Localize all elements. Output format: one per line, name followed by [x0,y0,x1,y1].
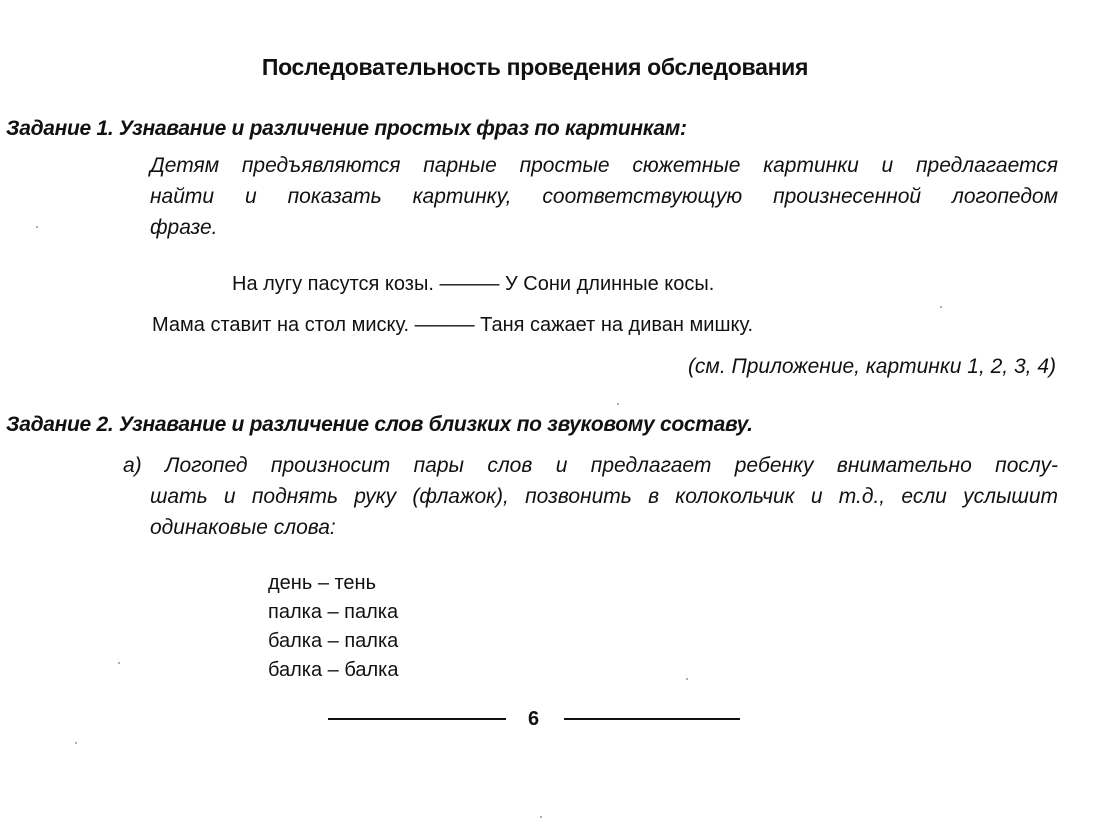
task2-description-line: шать и поднять руку (флажок), позвонить в колокольчик и т.д., если услышит [150,485,1058,508]
word-pair-list [268,569,398,685]
phrase-right: Таня сажает на диван мишку. [480,314,754,336]
phrase-dash: ——— [414,314,475,336]
task2-description [123,450,1058,543]
task1-description-line: фразе. [150,216,218,239]
scan-speck [36,226,38,228]
phrase-left: Мама ставит на стол миску. [152,314,410,336]
scan-speck [617,403,619,405]
task1-description-line: найти и показать картинку, соответствующую произнесенной логопедом [150,185,1058,208]
page-number: 6 [528,708,540,730]
scan-speck [118,662,120,664]
word-pair: палка – палка [268,601,399,623]
phrase-right: У Сони длинные косы. [505,273,715,295]
task2-heading: Задание 2. Узнавание и различение слов близких по звуковому составу. [6,413,753,436]
page-number-rule-left [328,718,506,720]
page-number-rule-right [564,718,740,720]
appendix-reference: (см. Приложение, картинки 1, 2, 3, 4) [687,355,1056,378]
word-pair: балка – палка [268,630,399,652]
scan-speck [75,742,77,744]
word-pair: день – тень [268,572,377,594]
phrase-pair-1 [232,273,714,296]
page-title: Последовательность проведения обследования [261,54,809,80]
scan-speck [540,816,542,818]
task1-heading: Задание 1. Узнавание и различение простых фраз по картинкам: [6,117,687,140]
phrase-left: На лугу пасутся козы. [232,273,434,295]
phrase-pair-2 [152,314,753,337]
task1-description-line: Детям предъявляются парные простые сюжетные картинки и предлагается [150,154,1058,177]
scan-speck [940,306,942,308]
task2-description-line: а) Логопед произносит пары слов и предлагает ребенку внимательно послу- [123,454,1058,477]
word-pair: балка – балка [268,659,399,681]
task2-description-line: одинаковые слова: [150,516,336,539]
phrase-dash: ——— [439,273,500,295]
scan-speck [686,678,688,680]
task1-description [150,150,1058,243]
